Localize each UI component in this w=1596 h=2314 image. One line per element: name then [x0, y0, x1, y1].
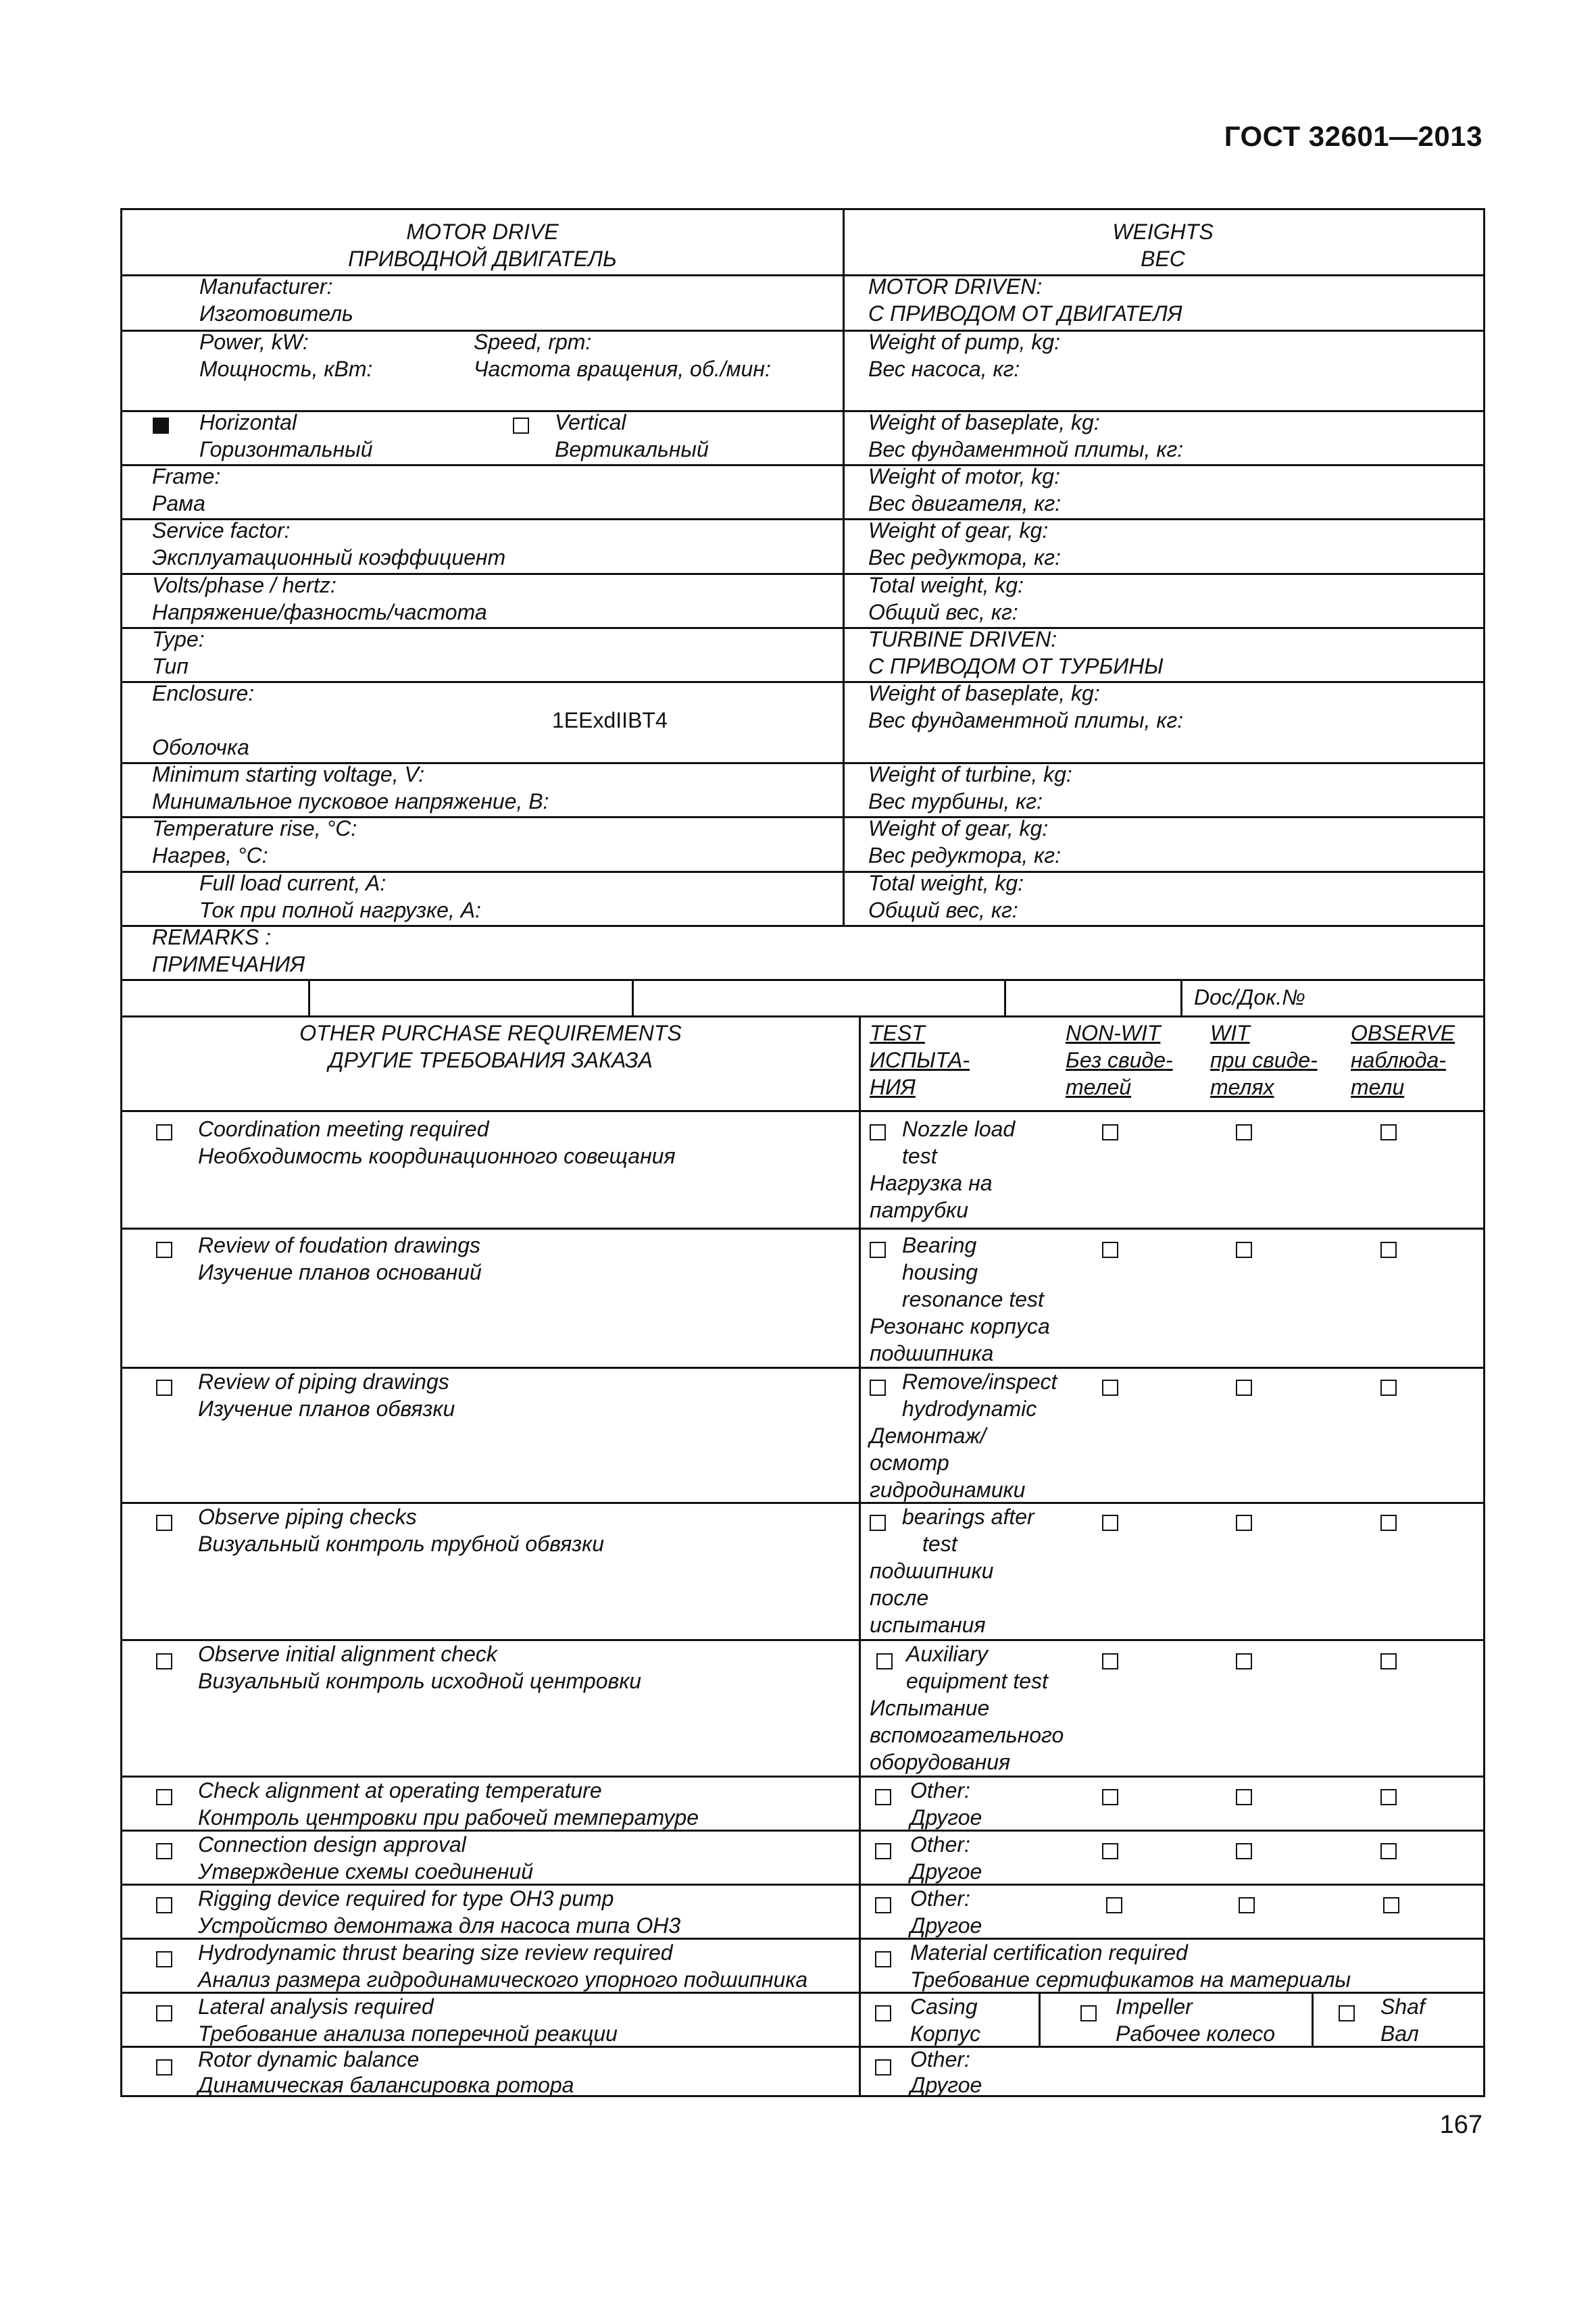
min-voltage-label-ru: Минимальное пусковое напряжение, В: [152, 789, 549, 813]
horizontal-label: Horizontal [199, 410, 297, 434]
nonwit-checkbox[interactable] [1102, 1380, 1118, 1396]
temp-rise-label: Temperature rise, °C: [152, 816, 357, 840]
requirement-label: Rigging device required for type OH3 pump [198, 1886, 614, 1911]
requirement-checkbox[interactable] [156, 1124, 172, 1140]
requirement-checkbox[interactable] [156, 1380, 172, 1396]
turbine-weight-label: Weight of turbine, kg: [868, 762, 1072, 786]
test-label-ru: Другое [910, 1805, 982, 1830]
test-label-ru: Резонанс корпуса [870, 1314, 1050, 1338]
other-label: Other: [910, 2047, 970, 2071]
type-label: Type: [152, 627, 205, 651]
page-number: 167 [1439, 2111, 1482, 2139]
motor-driven-label-ru: С ПРИВОДОМ ОТ ДВИГАТЕЛЯ [868, 301, 1182, 326]
vertical-label: Vertical [555, 410, 626, 434]
nonwit-checkbox[interactable] [1102, 1515, 1118, 1531]
requirement-label-ru: Контроль центровки при рабочей температуре [198, 1805, 699, 1830]
material-cert-checkbox[interactable] [875, 1951, 891, 1967]
requirement-checkbox[interactable] [156, 1897, 172, 1913]
nonwit-checkbox[interactable] [1102, 1843, 1118, 1859]
motor-weight-label-ru: Вес двигателя, кг: [868, 491, 1062, 515]
gear2-weight-label-ru: Вес редуктора, кг: [868, 843, 1061, 867]
full-load-label: Full load current, A: [199, 871, 386, 895]
nonwit-header-2: Без свиде- [1066, 1048, 1173, 1072]
test-label: Other: [910, 1832, 970, 1857]
lateral-analysis-label: Lateral analysis required [198, 1994, 434, 2019]
test-header: TEST [870, 1021, 925, 1045]
test-checkbox[interactable] [870, 1242, 886, 1258]
motor-drive-title: MOTOR DRIVE [406, 220, 559, 244]
material-cert-label-ru: Требование сертификатов на материалы [910, 1967, 1351, 1992]
requirement-label-ru: Визуальный контроль исходной центровки [198, 1669, 642, 1693]
motor-drive-title-ru: ПРИВОДНОЙ ДВИГАТЕЛЬ [348, 247, 617, 271]
requirement-label-ru: Устройство демонтажа для насоса типа ОН3 [198, 1913, 681, 1938]
test-label: housing [902, 1260, 978, 1284]
test-label: bearings after [902, 1505, 1034, 1529]
test-label: test [922, 1532, 957, 1556]
requirement-label: Review of foudation drawings [198, 1233, 481, 1257]
test-label: Bearing [902, 1233, 977, 1257]
test-label: test [902, 1144, 937, 1168]
baseplate2-weight-label-ru: Вес фундаментной плиты, кг: [868, 708, 1184, 732]
requirement-label: Coordination meeting required [198, 1117, 489, 1141]
total2-weight-label-ru: Общий вес, кг: [868, 898, 1018, 922]
nonwit-checkbox[interactable] [1102, 1789, 1118, 1805]
test-label: Other: [910, 1778, 970, 1803]
observe-checkbox[interactable] [1380, 1843, 1397, 1859]
test-label-ru: Демонтаж/ [870, 1424, 987, 1448]
temp-rise-label-ru: Нагрев, °C: [152, 843, 268, 867]
total-weight-label: Total weight, kg: [868, 573, 1024, 597]
requirement-checkbox[interactable] [156, 1242, 172, 1258]
purchase-title: OTHER PURCHASE REQUIREMENTS [299, 1021, 682, 1045]
test-label-ru: Другое [910, 1913, 982, 1938]
requirement-label: Check alignment at operating temperature [198, 1778, 602, 1803]
data-sheet-form [120, 208, 1485, 2097]
horizontal-label-ru: Горизонтальный [199, 437, 373, 461]
other-label-ru: Другое [910, 2073, 982, 2097]
speed-label: Speed, rpm: [474, 330, 592, 354]
rotor-balance-label: Rotor dynamic balance [198, 2047, 420, 2071]
observe-checkbox[interactable] [1380, 1380, 1397, 1396]
lateral-analysis-checkbox[interactable] [156, 2005, 172, 2021]
enclosure-label: Enclosure: [152, 681, 255, 705]
test-checkbox[interactable] [875, 1789, 891, 1805]
lateral-analysis-label-ru: Требование анализа поперечной реакции [198, 2021, 618, 2046]
enclosure-value: 1EExdIIBT4 [552, 708, 668, 732]
casing-checkbox[interactable] [875, 2005, 891, 2021]
total-weight-label-ru: Общий вес, кг: [868, 600, 1018, 624]
turbine-weight-label-ru: Вес турбины, кг: [868, 789, 1043, 813]
shaft-label-ru: Вал [1380, 2021, 1419, 2046]
impeller-label: Impeller [1116, 1994, 1193, 2019]
test-label: Nozzle load [902, 1117, 1016, 1141]
test-label-ru: испытания [870, 1613, 986, 1637]
observe-header: OBSERVE [1351, 1021, 1455, 1045]
test-label-ru: подшипника [870, 1341, 994, 1365]
hydrodynamic-label-ru: Анализ размера гидродинамического упорного подшипника [198, 1967, 808, 1992]
requirement-label: Connection design approval [198, 1832, 466, 1857]
observe-checkbox[interactable] [1380, 1124, 1397, 1140]
enclosure-label-ru: Оболочка [152, 735, 249, 759]
test-checkbox[interactable] [870, 1380, 886, 1396]
power-label: Power, kW: [199, 330, 309, 354]
nonwit-checkbox[interactable] [1106, 1897, 1122, 1913]
test-checkbox[interactable] [875, 1843, 891, 1859]
hydrodynamic-checkbox[interactable] [156, 1951, 172, 1967]
speed-label-ru: Частота вращения, об./мин: [474, 357, 771, 381]
gear-weight-label-ru: Вес редуктора, кг: [868, 545, 1061, 570]
casing-label-ru: Корпус [910, 2021, 981, 2046]
requirement-checkbox[interactable] [156, 1843, 172, 1859]
nonwit-header: NON-WIT [1066, 1021, 1161, 1045]
manufacturer-label-ru: Изготовитель [199, 301, 353, 326]
impeller-checkbox[interactable] [1080, 2005, 1097, 2021]
requirement-label: Observe initial alignment check [198, 1642, 497, 1666]
type-label-ru: Тип [152, 654, 189, 678]
requirement-label-ru: Необходимость координационного совещания [198, 1144, 676, 1168]
motor-driven-label: MOTOR DRIVEN: [868, 274, 1043, 299]
volts-label: Volts/phase / hertz: [152, 573, 336, 597]
remarks-label-ru: ПРИМЕЧАНИЯ [152, 952, 305, 976]
wit-checkbox[interactable] [1236, 1789, 1252, 1805]
requirement-checkbox[interactable] [156, 1789, 172, 1805]
nonwit-checkbox[interactable] [1102, 1242, 1118, 1258]
wit-checkbox[interactable] [1236, 1653, 1252, 1669]
weights-title-ru: ВЕС [1141, 247, 1185, 271]
requirement-checkbox[interactable] [156, 1653, 172, 1669]
test-label: Auxiliary [906, 1642, 988, 1666]
test-label: hydrodynamic [902, 1397, 1037, 1421]
test-label: Remove/inspect [902, 1369, 1057, 1394]
baseplate-weight-label-ru: Вес фундаментной плиты, кг: [868, 437, 1184, 461]
requirement-label-ru: Утверждение схемы соединений [198, 1859, 534, 1884]
turbine-driven-label: TURBINE DRIVEN: [868, 627, 1057, 651]
horizontal-checkbox[interactable] [153, 418, 169, 434]
requirement-label-ru: Изучение планов обвязки [198, 1397, 455, 1421]
requirement-checkbox[interactable] [156, 1515, 172, 1531]
test-header-3: НИЯ [870, 1075, 916, 1099]
other-checkbox[interactable] [875, 2059, 891, 2076]
baseplate-weight-label: Weight of baseplate, kg: [868, 410, 1100, 434]
wit-checkbox[interactable] [1236, 1515, 1252, 1531]
turbine-driven-label-ru: С ПРИВОДОМ ОТ ТУРБИНЫ [868, 654, 1164, 678]
test-label-ru: осмотр [870, 1451, 949, 1475]
remarks-label: REMARKS : [152, 925, 272, 949]
observe-checkbox[interactable] [1380, 1653, 1397, 1669]
wit-checkbox[interactable] [1236, 1843, 1252, 1859]
observe-checkbox[interactable] [1380, 1789, 1397, 1805]
gear-weight-label: Weight of gear, kg: [868, 518, 1049, 543]
wit-checkbox[interactable] [1236, 1242, 1252, 1258]
observe-checkbox[interactable] [1380, 1515, 1397, 1531]
total2-weight-label: Total weight, kg: [868, 871, 1024, 895]
shaft-checkbox[interactable] [1339, 2005, 1355, 2021]
requirement-label: Review of piping drawings [198, 1369, 449, 1394]
pump-weight-label: Weight of pump, kg: [868, 330, 1060, 354]
rotor-balance-label-ru: Динамическая балансировка ротора [198, 2073, 574, 2097]
shaft-label: Shaf [1380, 1994, 1425, 2019]
observe-header-2: наблюда- [1351, 1048, 1446, 1072]
nonwit-checkbox[interactable] [1102, 1653, 1118, 1669]
pump-weight-label-ru: Вес насоса, кг: [868, 357, 1020, 381]
observe-checkbox[interactable] [1380, 1242, 1397, 1258]
manufacturer-label: Manufacturer: [199, 274, 333, 299]
standard-number: ГОСТ 32601—2013 [1224, 120, 1482, 152]
baseplate2-weight-label: Weight of baseplate, kg: [868, 681, 1100, 705]
rotor-balance-checkbox[interactable] [156, 2059, 172, 2076]
requirement-label: Observe piping checks [198, 1505, 417, 1529]
test-label-ru: гидродинамики [870, 1478, 1026, 1502]
service-factor-label-ru: Эксплуатационный коэффициент [152, 545, 506, 570]
wit-header-2: при свиде- [1210, 1048, 1318, 1072]
test-label-ru: Испытание [870, 1696, 990, 1720]
motor-weight-label: Weight of motor, kg: [868, 464, 1060, 488]
test-label-ru: Нагрузка на [870, 1171, 993, 1195]
test-label-ru: патрубки [870, 1198, 969, 1222]
test-label-ru: вспомогательного [870, 1723, 1064, 1747]
test-checkbox[interactable] [876, 1653, 893, 1669]
wit-checkbox[interactable] [1236, 1124, 1252, 1140]
purchase-title-ru: ДРУГИЕ ТРЕБОВАНИЯ ЗАКАЗА [328, 1048, 653, 1072]
test-label-ru: оборудования [870, 1750, 1011, 1774]
test-label: equipment test [906, 1669, 1048, 1693]
casing-label: Casing [910, 1994, 978, 2019]
doc-number-label: Doc/Док.№ [1194, 985, 1305, 1009]
full-load-label-ru: Ток при полной нагрузке, А: [199, 898, 481, 922]
material-cert-label: Material certification required [910, 1940, 1188, 1965]
gear2-weight-label: Weight of gear, kg: [868, 816, 1049, 840]
test-label-ru: Другое [910, 1859, 982, 1884]
hydrodynamic-label: Hydrodynamic thrust bearing size review required [198, 1940, 673, 1965]
vertical-label-ru: Вертикальный [555, 437, 709, 461]
requirement-label-ru: Изучение планов оснований [198, 1260, 482, 1284]
frame-label: Frame: [152, 464, 221, 488]
wit-header: WIT [1210, 1021, 1250, 1045]
min-voltage-label: Minimum starting voltage, V: [152, 762, 425, 786]
test-label: Other: [910, 1886, 970, 1911]
wit-checkbox[interactable] [1236, 1380, 1252, 1396]
frame-label-ru: Рама [152, 491, 205, 515]
test-checkbox[interactable] [875, 1897, 891, 1913]
test-checkbox[interactable] [870, 1124, 886, 1140]
impeller-label-ru: Рабочее колесо [1116, 2021, 1276, 2046]
wit-checkbox[interactable] [1239, 1897, 1255, 1913]
nonwit-checkbox[interactable] [1102, 1124, 1118, 1140]
test-header-2: ИСПЫТА- [870, 1048, 970, 1072]
service-factor-label: Service factor: [152, 518, 291, 543]
test-label-ru: после [870, 1586, 929, 1610]
wit-header-3: телях [1210, 1075, 1274, 1099]
volts-label-ru: Напряжение/фазность/частота [152, 600, 487, 624]
requirement-label-ru: Визуальный контроль трубной обвязки [198, 1532, 605, 1556]
test-label-ru: подшипники [870, 1559, 994, 1583]
observe-checkbox[interactable] [1383, 1897, 1399, 1913]
test-checkbox[interactable] [870, 1515, 886, 1531]
test-label: resonance test [902, 1287, 1044, 1311]
vertical-checkbox[interactable] [513, 418, 529, 434]
weights-title: WEIGHTS [1112, 220, 1214, 244]
observe-header-3: тели [1351, 1075, 1405, 1099]
power-label-ru: Мощность, кВт: [199, 357, 373, 381]
nonwit-header-3: телей [1066, 1075, 1132, 1099]
